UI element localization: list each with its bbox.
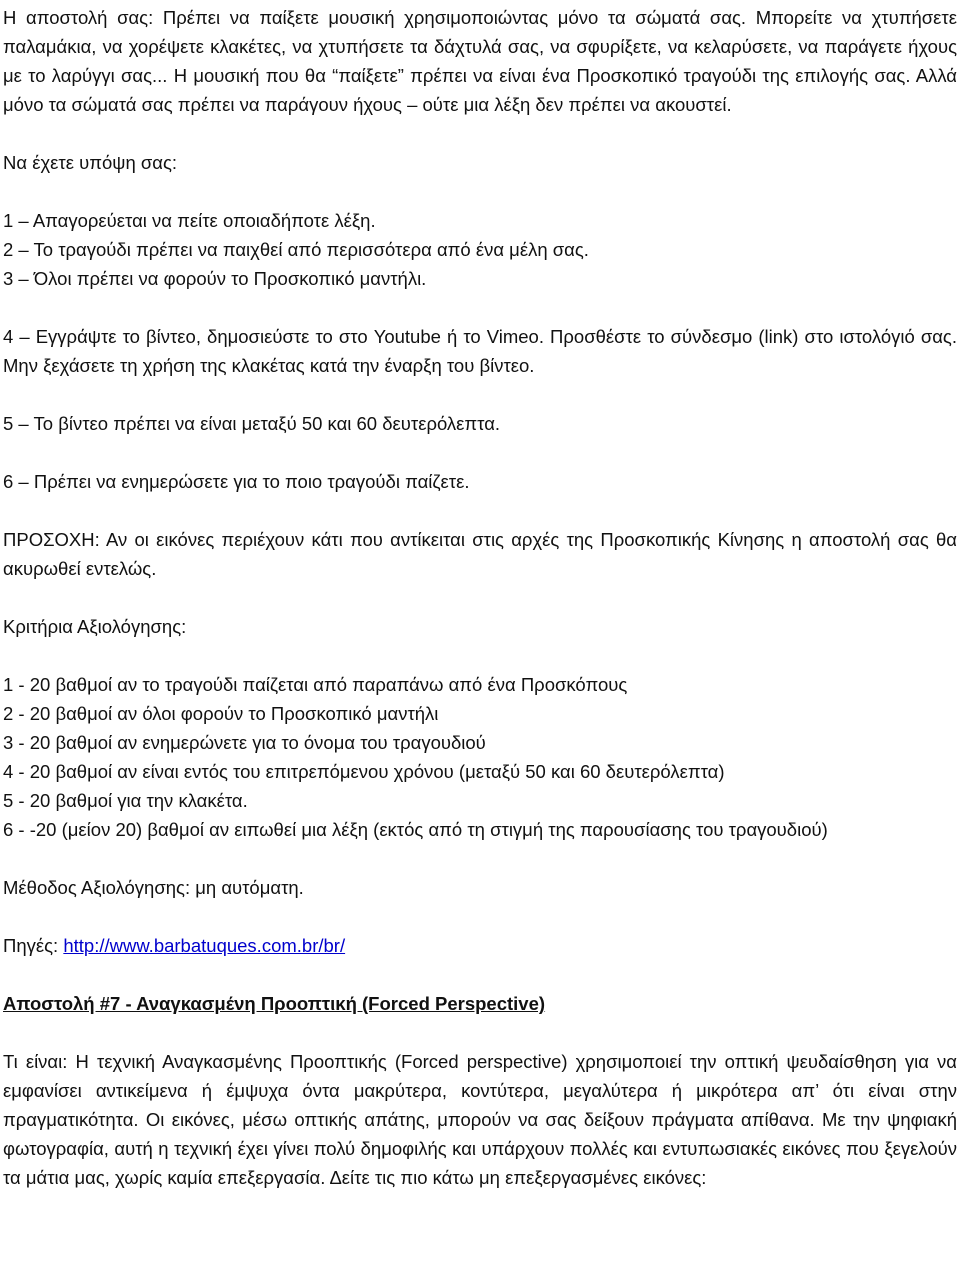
criterion-2: 2 - 20 βαθμοί αν όλοι φορούν το Προσκοπικό μαντήλι <box>3 703 439 724</box>
rule-3: 3 – Όλοι πρέπει να φορούν το Προσκοπικό μαντήλι. <box>3 268 427 289</box>
evaluation-method: Μέθοδος Αξιολόγησης: μη αυτόματη. <box>3 877 304 898</box>
mission-7-heading: Αποστολή #7 - Αναγκασμένη Προοπτική (Forced Perspective) <box>3 993 546 1014</box>
criterion-1: 1 - 20 βαθμοί αν το τραγούδι παίζεται από παραπάνω από ένα Προσκόπους <box>3 674 628 695</box>
sources-line <box>3 931 957 960</box>
criteria-heading: Κριτήρια Αξιολόγησης: <box>3 616 187 637</box>
rule-6: 6 – Πρέπει να ενημερώσετε για το ποιο τραγούδι παίζετε. <box>3 471 470 492</box>
criterion-3: 3 - 20 βαθμοί αν ενημερώνετε για το όνομα του τραγουδιού <box>3 732 486 753</box>
criterion-5: 5 - 20 βαθμοί για την κλακέτα. <box>3 790 248 811</box>
rule-4: 4 – Εγγράψτε το βίντεο, δημοσιεύστε το στο Youtube ή το Vimeo. Προσθέστε το σύνδεσμο (link) στο ιστολόγιό σας. Μην ξεχάσετε τη χρήση της κλακέτας κατά την έναρξη του βίντεο. <box>3 326 957 376</box>
criterion-4: 4 - 20 βαθμοί αν είναι εντός του επιτρεπόμενου χρόνου (μεταξύ 50 και 60 δευτερόλεπτα) <box>3 761 725 782</box>
document-page <box>3 3 957 1192</box>
source-link[interactable]: http://www.barbatuques.com.br/br/ <box>63 935 346 956</box>
sources-label: Πηγές: <box>3 935 64 956</box>
rule-2: 2 – Το τραγούδι πρέπει να παιχθεί από περισσότερα από ένα μέλη σας. <box>3 239 589 260</box>
mission-description: Η αποστολή σας: Πρέπει να παίξετε μουσική χρησιμοποιώντας μόνο τα σώματά σας. Μπορείτε να χτυπήσετε παλαμάκια, να χορέψετε κλακέτες, να χτυπήσετε τα δάχτυλά σας, να σφυρίξετε, να κελαρύσετε, να παράγετε ήχους με το λαρύγγι σας... Η μουσική που θα “παίξετε” πρέπει να είναι ένα Προσκοπικό τραγούδι της επιλογής σας. Αλλά μόνο τα σώματά σας πρέπει να παράγουν ήχους – ούτε μια λέξη δεν πρέπει να ακουστεί. <box>3 7 957 115</box>
criterion-6: 6 - -20 (μείον 20) βαθμοί αν ειπωθεί μια λέξη (εκτός από τη στιγμή της παρουσίασης του τραγουδιού) <box>3 819 828 840</box>
remember-heading: Να έχετε υπόψη σας: <box>3 152 178 173</box>
rule-1: 1 – Απαγορεύεται να πείτε οποιαδήποτε λέξη. <box>3 210 376 231</box>
rule-5: 5 – Το βίντεο πρέπει να είναι μεταξύ 50 και 60 δευτερόλεπτα. <box>3 413 501 434</box>
attention-note: ΠΡΟΣΟΧΗ: Αν οι εικόνες περιέχουν κάτι που αντίκειται στις αρχές της Προσκοπικής Κίνησης η αποστολή σας θα ακυρωθεί εντελώς. <box>3 529 957 579</box>
mission-7-body: Τι είναι: Η τεχνική Αναγκασμένης Προοπτικής (Forced perspective) χρησιμοποιεί την οπτική ψευδαίσθηση για να εμφανίσει αντικείμενα ή έμψυχα όντα μακρύτερα, κοντύτερα, μεγαλύτερα ή μικρότερα απ’ ότι είναι στην πραγματικότητα. Οι εικόνες, μέσω οπτικής απάτης, μπορούν να σας δείξουν πράγματα απίθανα. Με την ψηφιακή φωτογραφία, αυτή η τεχνική έχει γίνει πολύ δημοφιλής και υπάρχουν πολλές και εντυπωσιακές εικόνες που ξεγελούν τα μάτια μας, χωρίς καμία επεξεργασία. Δείτε τις πιο κάτω μη επεξεργασμένες εικόνες: <box>3 1051 957 1188</box>
